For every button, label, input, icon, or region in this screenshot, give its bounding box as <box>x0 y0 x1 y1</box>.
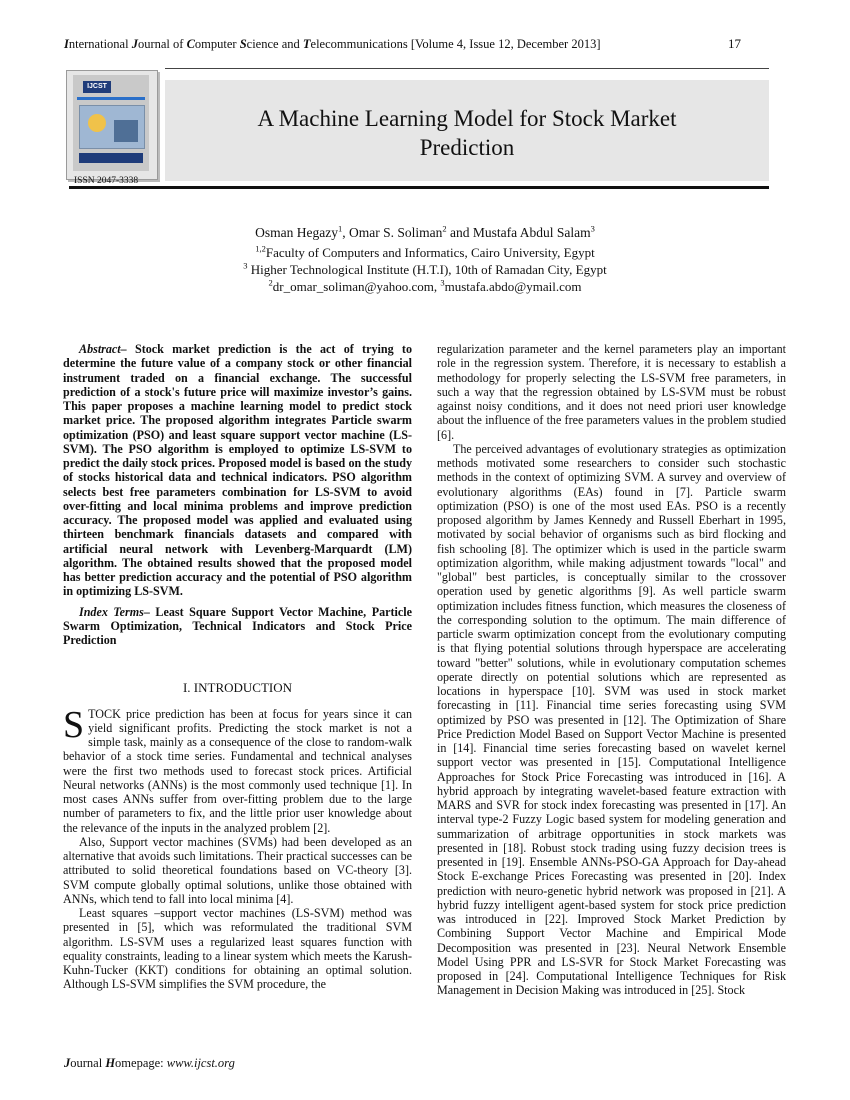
left-column <box>63 342 412 992</box>
paper-title <box>165 104 769 162</box>
cover-footer-band <box>79 153 143 163</box>
intro-text: TOCK price prediction has been at focus for years since it can yield significant profits. Predicting the stock market is not a simple task, mainly as a consequence of the close to random-walk behavior of a stock time series. Fundamental and technical analyses were the first two methods used to forecast stock prices. Artificial Neural networks (ANNs) is the most commonly used technique [1]. In most cases ANNs suffer from over-fitting problem due to the large number of parameters to fix, and the little prior user knowledge about the relevance of the inputs in the analyzed problem [2]. <box>63 706 412 835</box>
journal-name-part: cience and <box>246 37 303 51</box>
author-name: and Mustafa Abdul Salam <box>446 225 591 240</box>
abstract-text: Stock market prediction is the act of trying to determine the future value of a company stock or other financial instrument traded on a financial exchange. The successful prediction of a stock's future price will maximize investor’s gains. This paper proposes a machine learning model to predict stock market price. The proposed algorithm integrates Particle swarm optimization (PSO) and least square support vector machine (LS-SVM). The PSO algorithm is employed to optimize LS-SVM to predict the daily stock prices. Proposed model is based on the study of stocks historical data and technical indicators. PSO algorithm selects best free parameters combination for LS-SVM to avoid over-fitting and local minima problems and improve prediction accuracy. The proposed model was applied and evaluated using thirteen benchmark financials datasets and compared with artificial neural network with Levenberg-Marquardt (LM) algorithm. The obtained results showed that the proposed model has better prediction accuracy and the potential of PSO algorithm in optimizing LS-SVM. <box>63 342 412 599</box>
intro-paragraph-3: Least squares –support vector machines (LS-SVM) method was presented in [5], which was reformulated the traditional SVM algorithm. LS-SVM uses a regularized least squares function with equality constraints, leading to a linear system which meets the Karush-Kuhn-Tucker (KKT) conditions for obtaining an optimal solution. Although LS-SVM simplifies the SVM procedure, the <box>63 906 412 992</box>
author-sup: 3 <box>590 223 595 234</box>
author-name: , Omar S. Soliman <box>342 225 443 240</box>
running-header <box>64 36 744 52</box>
intro-paragraph-1 <box>63 703 412 835</box>
journal-initial-t: T <box>302 37 311 51</box>
journal-initial-i: I <box>64 37 69 51</box>
author-list <box>0 224 850 241</box>
journal-homepage-link[interactable]: www.ijcst.org <box>166 1056 235 1070</box>
affiliation-sup: 1,2 <box>255 243 266 254</box>
journal-name-part: ournal of <box>137 37 187 51</box>
page-number: 17 <box>728 36 741 51</box>
cover-band <box>77 97 145 100</box>
affiliation-1 <box>0 245 850 261</box>
affiliation-2 <box>0 262 850 278</box>
email-address: mustafa.abdo@ymail.com <box>444 279 582 294</box>
title-line-2: Prediction <box>419 135 515 160</box>
email-address: dr_omar_soliman@yahoo.com, <box>272 279 441 294</box>
journal-initial-c: C <box>186 37 195 51</box>
right-column <box>437 342 786 998</box>
journal-name-part: omputer <box>194 37 240 51</box>
footer-initial-h: H <box>105 1056 116 1070</box>
affiliation-text: Faculty of Computers and Informatics, Cairo University, Egypt <box>265 245 595 260</box>
section-heading-introduction: I. INTRODUCTION <box>182 680 293 696</box>
index-terms-text: Least Square Support Vector Machine, Particle Swarm Optimization, Technical Indicators and Stock Price Prediction <box>63 604 412 647</box>
abstract <box>63 342 412 599</box>
body-paragraph-2: The perceived advantages of evolutionary strategies as optimization methods motivated some researchers to consider such stochastic methods in the context of optimizing SVM. A survey and overview of evolutionary algorithms (EAs) found in [7]. Particle swarm optimization (PSO) is one of the most used EAs. PSO is a recently proposed algorithm by James Kennedy and Russell Eberhart in 1995, motivated by social behavior of organisms such as bird flocking and fish schooling [8]. The optimizer which is used in the particle swarm optimization algorithm, while making adjustment towards "local" and "global" best particles, is conceptually similar to the crossover operation used by genetic algorithms [9]. As well particle swarm optimization includes fitness function, which measures the closeness of the corresponding solution to the optimum. The main difference of particle swarm optimization concept from the evolutionary computing is that flying potential solutions through hyperspace are accelerating toward "better" solutions, while in evolutionary computation schemes operate directly on potential solutions which are represented as locations in hyperspace [10]. SVM was used in stock market forecasting in [11]. Financial time series forecasting using SVM optimized by PSO was presented in [12]. The Optimization of Share Price Prediction Model Based on Support Vector Machine is presented in [14]. Financial time series forecasting based on wavelet kernel support vector was presented in [15]. Computational Intelligence Approaches for Stock Price Forecasting was introduced in [16]. A hybrid approach by integrating wavelet-based feature extraction with MARS and SVR for stock index forecasting was presented in [17]. An interval type-2 Fuzzy Logic based system for modeling generation and summarization of arbitrage opportunities in stock markets was presented in [18]. Robust stock trading using fuzzy decision trees is presented in [19]. Ensemble ANNs-PSO-GA Approach for Day-ahead Stock E-exchange Prices Forecasting was presented in [20]. Index prediction with neuro-genetic hybrid network was proposed in [21]. A hybrid fuzzy intelligent agent-based system for stock price prediction was introduced in [22]. Improved Stock Market Prediction by Combining Support Vector Machine and Empirical Mode Decomposition was presented in [23]. Neural Network Ensemble Model Using PPR and LS-SVR for Stock Market Forecasting was proposed in [24]. Computational Intelligence Techniques for Risk Management in Decision Making was introduced in [25]. Stock <box>437 441 786 998</box>
affiliation-text: Higher Technological Institute (H.T.I), 10th of Ramadan City, Egypt <box>247 262 607 277</box>
email-sup: 2 <box>268 277 273 288</box>
index-terms <box>63 605 412 648</box>
affiliation-sup: 3 <box>243 260 248 271</box>
journal-issue-info: elecommunications [Volume 4, Issue 12, December 2013] <box>310 37 601 51</box>
title-rule <box>69 186 769 189</box>
author-sup: 2 <box>442 223 447 234</box>
issn: ISSN 2047-3338 <box>74 176 139 186</box>
page-footer <box>64 1056 235 1071</box>
author-emails <box>0 279 850 295</box>
footer-label: omepage: <box>115 1056 167 1070</box>
intro-paragraph-2: Also, Support vector machines (SVMs) had been developed as an alternative that avoids such limitations. Their practical successes can be attributed to solid theoretical foundations based on VC-theory [3]. SVM compute globally optimal solutions, unlike those obtained with ANNs, which tend to fall into local minima [4]. <box>63 834 412 906</box>
email-sup: 3 <box>440 277 445 288</box>
body-paragraph-1: regularization parameter and the kernel parameters play an important role in the regression system. Therefore, it is necessary to establish a methodology for properly selecting the LS-SVM free parameters, in such a way that the regression obtained by LS-SVM must be robust against noisy conditions, and it does not need priori user knowledge about the influence of the free parameters values in the problem studied [6]. <box>437 342 786 442</box>
drop-cap: S <box>63 703 85 746</box>
footer-initial-j: J <box>64 1056 71 1070</box>
cover-panel <box>73 75 149 171</box>
index-terms-label: Index Terms– <box>79 604 150 619</box>
cover-art <box>79 105 145 149</box>
journal-initial-s: S <box>239 37 247 51</box>
cover-logo: IJCST <box>83 81 111 93</box>
journal-cover-image <box>66 70 158 180</box>
author-name: Osman Hegazy <box>255 225 338 240</box>
author-sup: 1 <box>338 223 343 234</box>
footer-text: ournal <box>70 1056 106 1070</box>
title-line-1: A Machine Learning Model for Stock Market <box>257 106 677 131</box>
journal-name-part: nternational <box>68 37 132 51</box>
abstract-label: Abstract– <box>79 342 127 356</box>
header-rule <box>165 68 769 69</box>
journal-initial-j: J <box>131 37 138 51</box>
